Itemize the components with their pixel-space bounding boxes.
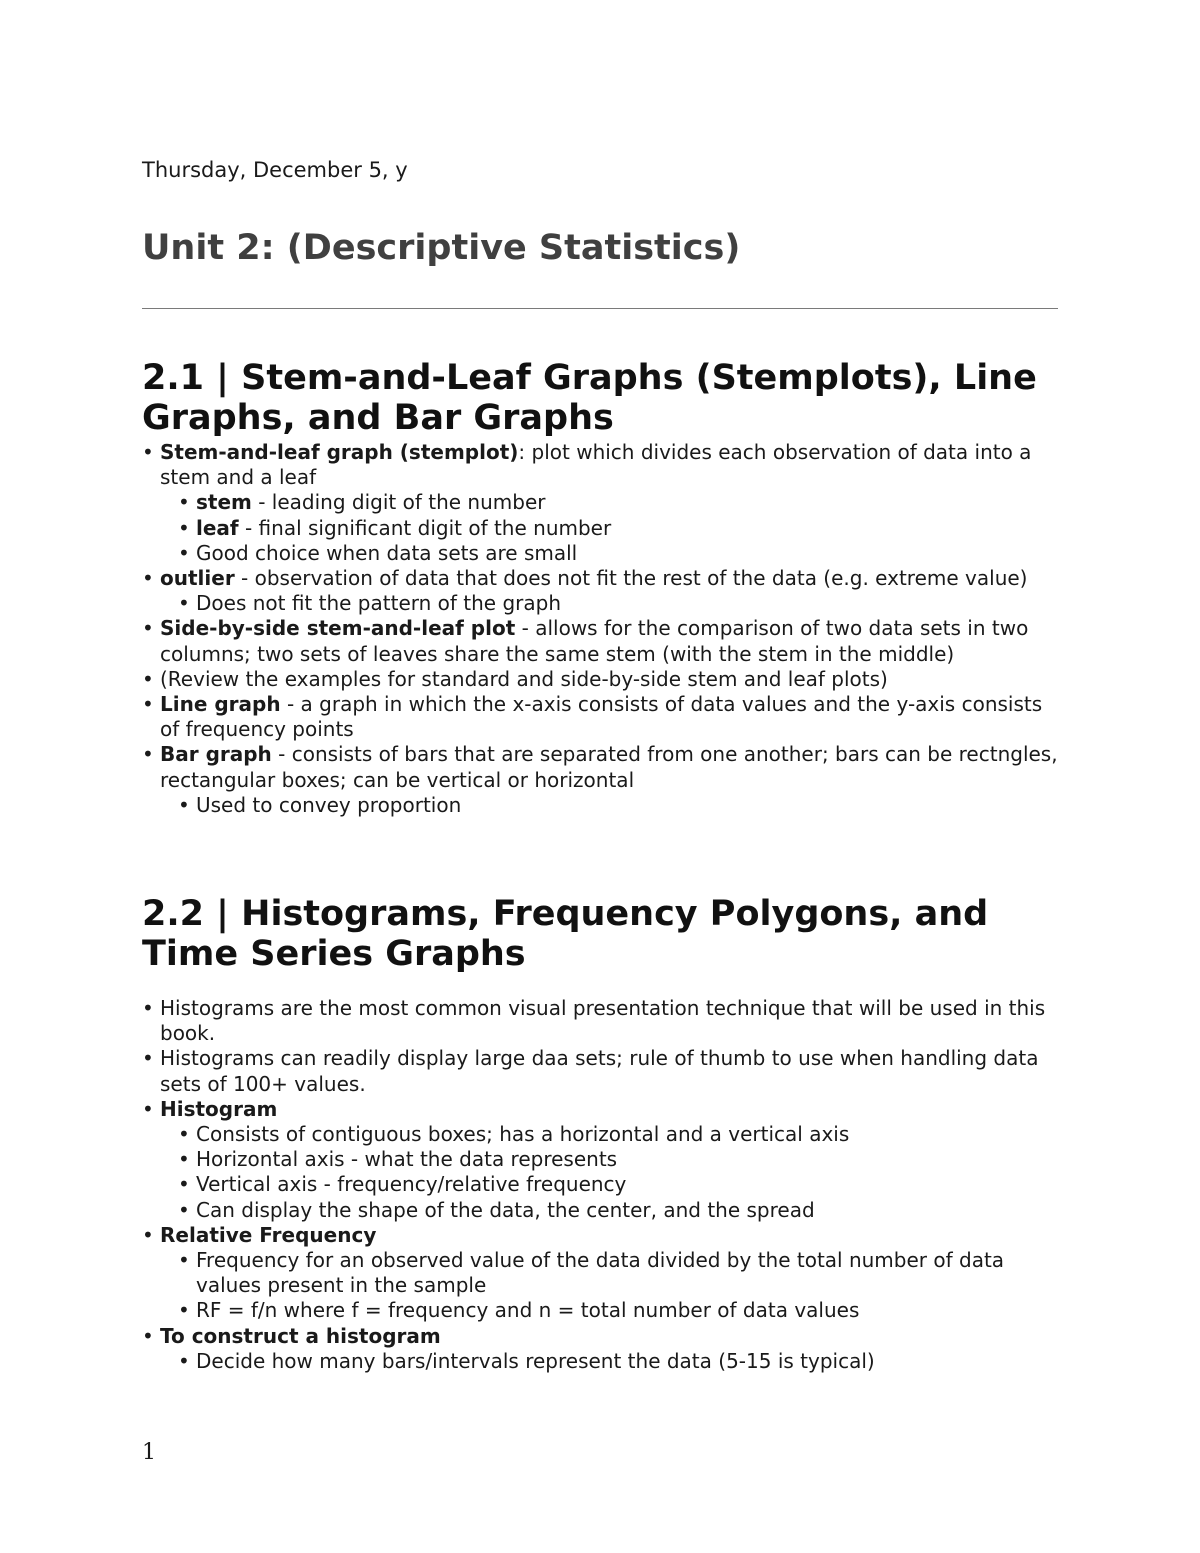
list-item: • RF = f/n where f = frequency and n = total number of data values [142, 1298, 1060, 1323]
list-item: • Line graph - a graph in which the x-axis consists of data values and the y-axis consists of frequency points [142, 692, 1060, 742]
bullet-list [142, 996, 1060, 1374]
list-item: • Consists of contiguous boxes; has a horizontal and a vertical axis [142, 1122, 1060, 1147]
list-item: • Stem-and-leaf graph (stemplot): plot which divides each observation of data into a stem and a leaf [142, 440, 1060, 490]
horizontal-rule [142, 308, 1058, 309]
section-2-2 [142, 894, 1060, 1374]
list-item: • Does not fit the pattern of the graph [142, 591, 1060, 616]
section-heading: 2.2 | Histograms, Frequency Polygons, and Time Series Graphs [142, 894, 989, 974]
list-item: • leaf - final significant digit of the number [142, 516, 1060, 541]
list-item: • Relative Frequency [142, 1223, 1060, 1248]
list-item: • Bar graph - consists of bars that are separated from one another; bars can be rectngles, rectangular boxes; can be vertical or horizontal [142, 742, 1060, 792]
date-line: Thursday, December 5, y [142, 158, 408, 182]
list-item: • Histogram [142, 1097, 1060, 1122]
unit-title: Unit 2: (Descriptive Statistics) [142, 228, 741, 268]
page-number: 1 [142, 1440, 156, 1465]
list-item: • Side-by-side stem-and-leaf plot - allows for the comparison of two data sets in two columns; two sets of leaves share the same stem (with the stem in the middle) [142, 616, 1060, 666]
list-item: • (Review the examples for standard and side-by-side stem and leaf plots) [142, 667, 1060, 692]
list-item: • Decide how many bars/intervals represent the data (5-15 is typical) [142, 1349, 1060, 1374]
list-item: • Can display the shape of the data, the center, and the spread [142, 1198, 1060, 1223]
list-item: • Horizontal axis - what the data represents [142, 1147, 1060, 1172]
list-item: • Vertical axis - frequency/relative frequency [142, 1172, 1060, 1197]
list-item: • stem - leading digit of the number [142, 490, 1060, 515]
section-heading: 2.1 | Stem-and-Leaf Graphs (Stemplots), Line Graphs, and Bar Graphs [142, 358, 1037, 438]
list-item: • Used to convey proportion [142, 793, 1060, 818]
list-item: • To construct a histogram [142, 1324, 1060, 1349]
section-2-1 [142, 358, 1060, 818]
list-item: • Histograms are the most common visual presentation technique that will be used in this book. [142, 996, 1060, 1046]
bullet-list [142, 440, 1060, 818]
list-item: • Frequency for an observed value of the data divided by the total number of data values present in the sample [142, 1248, 1060, 1298]
list-item: • outlier - observation of data that does not fit the rest of the data (e.g. extreme value) [142, 566, 1060, 591]
list-item: • Good choice when data sets are small [142, 541, 1060, 566]
list-item: • Histograms can readily display large daa sets; rule of thumb to use when handling data sets of 100+ values. [142, 1046, 1060, 1096]
